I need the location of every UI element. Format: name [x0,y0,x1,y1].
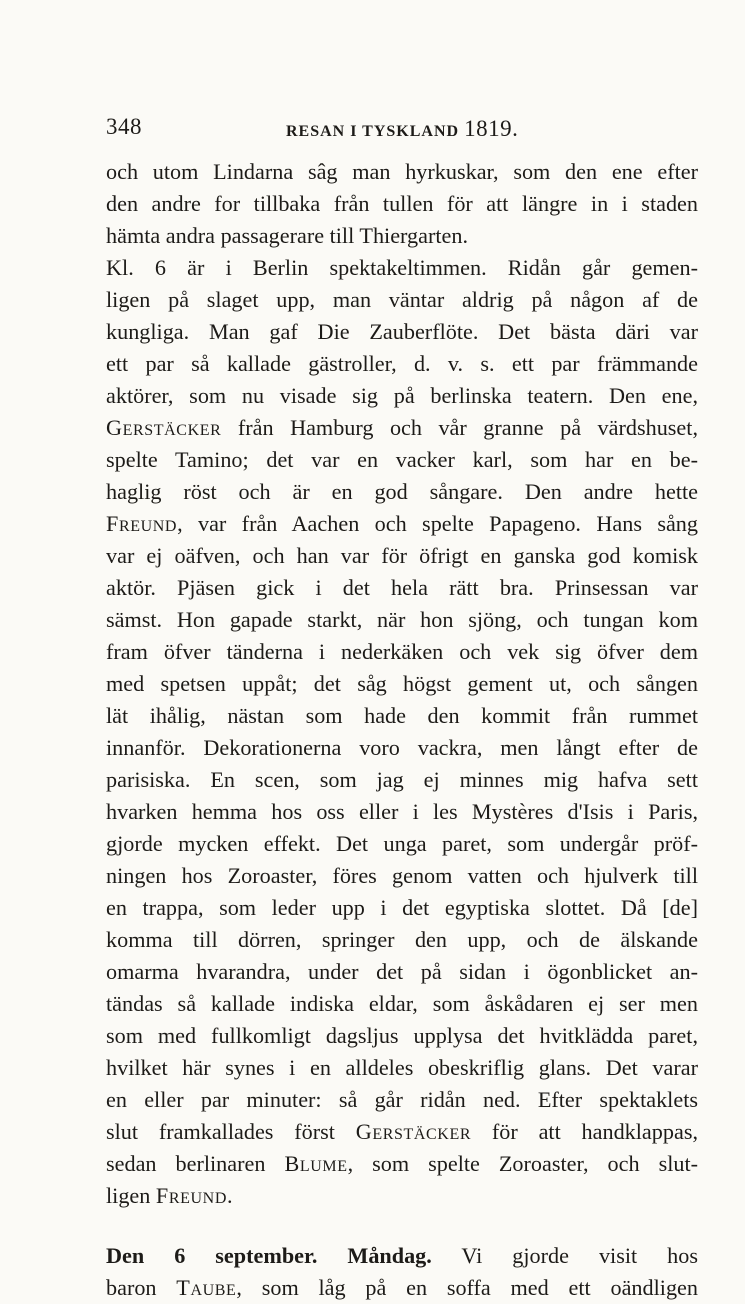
text-line: hvilket här synes i en alldeles obeskriflig glans. Det varar [106,1055,698,1080]
text-line: spelte Tamino; det var en vacker karl, som har en be- [106,447,698,472]
header-title [286,116,518,142]
line-text: sedan berlinaren [106,1151,285,1176]
header-title-text: RESAN I TYSKLAND [286,123,460,140]
text-line: omarma hvarandra, under det på sidan i ögonblicket an- [106,959,698,984]
line-text: från Hamburg och vår granne på värdshuset, [221,415,698,440]
text-line: ningen hos Zoroaster, föres genom vatten och hjulverk till [106,863,698,888]
body-text [106,156,698,1304]
line-text: , som låg på en soffa med ett oändligen [236,1275,698,1300]
text-line: aktör. Pjäsen gick i det hela rätt bra. Prinsessan var [106,575,698,600]
text-line: innanför. Dekorationerna voro vackra, men långt efter de [106,735,698,760]
person-name: Taube [176,1275,237,1300]
line-text: slut framkallades först [106,1119,356,1144]
person-name: Gerstäcker [355,1119,472,1144]
line-text: Vi gjorde visit hos [431,1243,698,1268]
running-head [106,114,696,144]
text-line: lät ihålig, nästan som hade den kommit från rummet [106,703,698,728]
text-line: med spetsen uppåt; det såg högst gement ut, och sången [106,671,698,696]
text-line [106,1180,698,1212]
text-line: Kl. 6 är i Berlin spektakeltimmen. Ridån går gemen- [106,255,698,280]
line-text: ligen [106,1183,156,1208]
text-line: sämst. Hon gapade starkt, när hon sjöng, och tungan kom [106,607,698,632]
text-line: ligen på slaget upp, man väntar aldrig på någon af de [106,287,698,312]
person-name: Gerstäcker [106,415,222,440]
person-name: Freund [155,1183,227,1208]
text-line: aktörer, som nu visade sig på berlinska teatern. Den ene, [106,383,698,408]
text-line: parisiska. En scen, som jag ej minnes mig hafva sett [106,767,698,792]
text-line [106,1116,698,1148]
text-line: kungliga. Man gaf Die Zauberflöte. Det bästa däri var [106,319,698,344]
text-line: en trappa, som leder upp i det egyptiska slottet. Då [de] [106,895,698,920]
text-line: den andre for tillbaka från tullen för att längre in i staden [106,191,698,216]
text-line: ett par så kallade gästroller, d. v. s. ett par främmande [106,351,698,376]
text-line [106,1148,698,1180]
paragraph-gap [106,1212,698,1240]
line-text: , som spelte Zoroaster, och slut- [347,1151,699,1176]
line-text: . [226,1183,233,1208]
line-text: för att handklappas, [471,1119,698,1144]
text-line: gjorde mycken effekt. Det unga paret, som undergår pröf- [106,831,698,856]
text-line [106,508,698,540]
text-line: var ej oäfven, och han var för öfrigt en ganska god komisk [106,543,698,568]
date-heading: Den 6 september. Måndag. [106,1243,432,1268]
text-line [106,412,698,444]
text-line [106,1272,698,1304]
line-text: , var från Aachen och spelte Papageno. Hans sång [177,511,698,536]
text-line: en eller par minuter: så går ridån ned. Efter spektaklets [106,1087,698,1112]
header-year: 1819. [464,116,519,141]
text-line: haglig röst och är en god sångare. Den andre hette [106,479,698,504]
text-line: komma till dörren, springer den upp, och de älskande [106,927,698,952]
text-line: hämta andra passagerare till Thiergarten. [106,223,469,248]
page-number: 348 [106,114,142,139]
line-text: baron [106,1275,177,1300]
person-name: Blume [284,1151,348,1176]
text-line: hvarken hemma hos oss eller i les Mystères d'Isis i Paris, [106,799,698,824]
text-line: som med fullkomligt dagsljus upplysa det hvitklädda paret, [106,1023,698,1048]
text-line: fram öfver tänderna i nederkäken och vek sig öfver dem [106,639,698,664]
text-line: och utom Lindarna sâg man hyrkuskar, som den ene efter [106,159,698,184]
text-line: tändas så kallade indiska eldar, som åskådaren ej ser men [106,991,698,1016]
text-line [106,1240,698,1272]
person-name: Freund [106,511,178,536]
